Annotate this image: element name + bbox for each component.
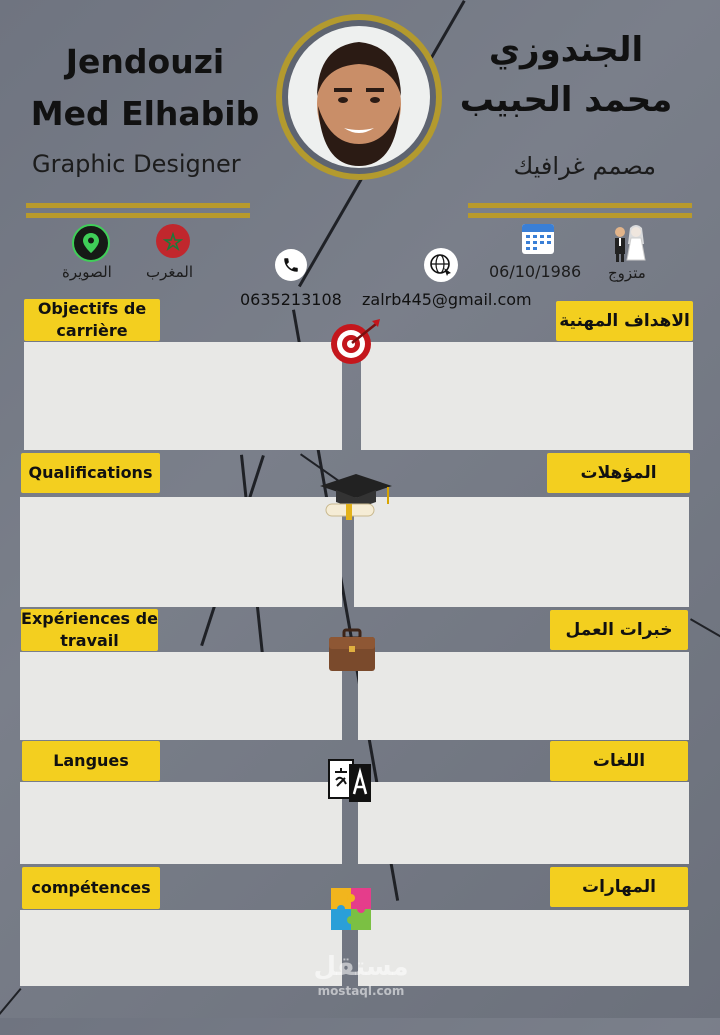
watermark-en: mostaql.com bbox=[317, 984, 405, 998]
panel-ar-langues bbox=[358, 782, 689, 864]
briefcase-icon bbox=[327, 628, 377, 674]
label-ar-langues: اللغات bbox=[550, 741, 688, 781]
label-ar-experiences: خبرات العمل bbox=[550, 610, 688, 650]
panel-ar-objectifs bbox=[361, 342, 693, 450]
puzzle-icon bbox=[329, 886, 373, 932]
label-fr-experiences: Expériences de travail bbox=[21, 609, 158, 650]
watermark-ar: مستقل bbox=[313, 952, 409, 982]
name-en-line1: Jendouzi bbox=[65, 42, 225, 81]
graduation-cap-icon bbox=[318, 470, 394, 522]
name-ar-line2: محمد الحبيب bbox=[459, 80, 673, 120]
gold-divider-right-1 bbox=[468, 203, 692, 208]
panel-ar-experiences bbox=[358, 652, 689, 740]
profile-photo bbox=[276, 14, 442, 180]
label-ar-objectifs: الاهداف المهنية bbox=[556, 301, 693, 341]
label-ar-qualifications: المؤهلات bbox=[547, 453, 690, 493]
location-pin-icon bbox=[72, 224, 110, 262]
avatar-illustration bbox=[288, 26, 430, 168]
avatar bbox=[288, 26, 430, 168]
city-text: الصويرة bbox=[62, 263, 112, 281]
phone-text: 0635213108 bbox=[240, 290, 342, 309]
panel-fr-experiences bbox=[20, 652, 342, 740]
name-ar-line1: الجندوزي bbox=[488, 30, 644, 70]
translate-icon bbox=[327, 758, 373, 804]
gold-divider-right-2 bbox=[468, 213, 692, 218]
calendar-icon bbox=[522, 224, 554, 254]
panel-fr-langues bbox=[20, 782, 342, 864]
married-couple-icon bbox=[606, 224, 650, 264]
panel-fr-qualifications bbox=[20, 497, 342, 607]
label-fr-competences: compétences bbox=[22, 867, 160, 909]
label-fr-langues: Langues bbox=[22, 741, 160, 781]
gold-divider-left-2 bbox=[26, 213, 250, 218]
panel-fr-objectifs bbox=[24, 342, 342, 450]
panel-ar-qualifications bbox=[354, 497, 689, 607]
role-ar: مصمم غرافيك bbox=[513, 152, 656, 180]
gold-divider-left-1 bbox=[26, 203, 250, 208]
birth-date-text: 06/10/1986 bbox=[489, 262, 582, 281]
role-en: Graphic Designer bbox=[32, 150, 241, 178]
country-text: المغرب bbox=[146, 263, 194, 281]
phone-icon bbox=[275, 249, 307, 281]
target-icon bbox=[328, 318, 382, 368]
label-fr-qualifications: Qualifications bbox=[21, 453, 160, 493]
marital-status-text: متزوج bbox=[608, 264, 646, 282]
web-icon bbox=[424, 248, 458, 282]
label-fr-objectifs: Objectifs de carrière bbox=[24, 299, 160, 341]
label-ar-competences: المهارات bbox=[550, 867, 688, 907]
panel-fr-competences bbox=[20, 910, 342, 986]
email-text: zalrb445@gmail.com bbox=[362, 290, 532, 309]
morocco-flag-icon bbox=[156, 224, 190, 258]
name-en-line2: Med Elhabib bbox=[30, 94, 260, 133]
